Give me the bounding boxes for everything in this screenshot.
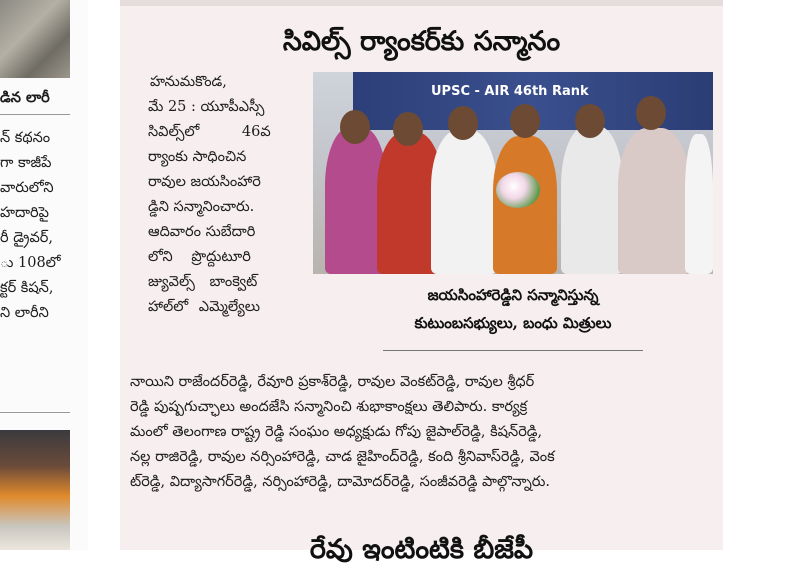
- photo-bouquet: [496, 172, 540, 208]
- left-column-heading-fragment: డిన లారీ: [0, 89, 50, 106]
- article-body-line: ట్‌రెడ్డి, విద్యాసాగర్‌రెడ్డి, నర్సింహారెడ్డి, దామోదర్‌రెడ్డి, సంజీవరెడ్డి పాల్గొన్నారు.: [130, 474, 550, 490]
- article-body-line: సివిల్స్‌లో 46వ: [148, 124, 271, 140]
- photo-person-head: [448, 106, 478, 140]
- article-body-line: మే 25 : యూపీఎస్సీ: [148, 99, 265, 115]
- left-column-text-line: ని లారీని: [0, 305, 49, 321]
- article-body-line: లోని ప్రొద్దుటూరి: [148, 249, 251, 265]
- left-column-text-line: రీ డ్రైవర్,: [0, 230, 53, 246]
- article-body-line: ర్యాంకు సాధించిన: [148, 149, 247, 165]
- article-headline: సివిల్స్ ర్యాంకర్‌కు సన్మానం: [282, 26, 561, 57]
- photo-person-head: [510, 104, 540, 138]
- photo-person: [561, 126, 623, 274]
- photo-person-head: [340, 110, 370, 144]
- article-body-line: నాయిని రాజేందర్‌రెడ్డి, రేవూరి ప్రకాశ్‌రెడ్డి, రావుల వెంకట్‌రెడ్డి, రావుల శ్రీధర్: [130, 374, 535, 390]
- photo-person: [431, 130, 497, 274]
- left-column-text-line: హదారిపై: [0, 205, 49, 221]
- photo-caption-line: కుటుంబసభ్యులు, బంధు మిత్రులు: [414, 314, 612, 332]
- left-column-divider: [0, 114, 70, 115]
- left-column-text-line: క్టర్ కిషన్,: [0, 280, 54, 296]
- article-body-line: డ్డిని సన్మానించారు.: [148, 199, 255, 215]
- article-dateline: హనుమకొండ,: [150, 74, 227, 90]
- article-body-line: మంలో తెలంగాణ రాష్ట్ర రెడ్డి సంఘం అధ్యక్షుడు గోపు జైపాల్‌రెడ్డి, కిషన్‌రెడ్డి,: [130, 424, 543, 440]
- article-body-line: జ్యువెల్స్ బాంక్వెట్: [148, 274, 258, 290]
- article-body-line: ఆదివారం సుబేదారి: [148, 224, 256, 240]
- next-article-headline-clipped: రేవు ఇంటింటికి బీజేపీ: [309, 534, 534, 565]
- left-column-text-line: వారులోని: [0, 180, 54, 196]
- article-photo: [313, 72, 713, 274]
- left-column-text-line: ు 108లో: [0, 255, 61, 271]
- photo-person: [685, 134, 713, 274]
- photo-caption-line: జయసింహారెడ్డిని సన్మానిస్తున్న: [427, 286, 599, 304]
- left-column-text-line: న్ కథనం: [0, 130, 51, 146]
- article-top-strip: [120, 0, 723, 6]
- caption-rule: [383, 350, 643, 351]
- photo-banner-text: UPSC - AIR 46th Rank: [431, 84, 589, 99]
- photo-person-head: [636, 96, 666, 130]
- news-article: [120, 0, 723, 565]
- article-body-line: రావుల జయసింహారె: [148, 174, 261, 190]
- article-body-line: హాల్‌లో ఎమ్మెల్యేలు: [148, 299, 261, 315]
- left-column-clipped-article: [0, 0, 88, 550]
- article-body-line: రెడ్డి పుష్పగుచ్ఛాలు అందజేసి సన్మానించి శుభాకాంక్షలు తెలిపారు. కార్యక్ర: [130, 399, 528, 415]
- left-column-photo-bottom: [0, 430, 70, 550]
- left-column-divider: [0, 412, 70, 413]
- left-column-text-line: గా కాజీపే: [0, 155, 52, 171]
- left-column-photo-top: [0, 0, 70, 78]
- article-body-line: నల్ల రాజిరెడ్డి, రావుల నర్సింహారెడ్డి, చాడ జైహింద్‌రెడ్డి, కంది శ్రీనివాస్‌రెడ్డి, వెంక: [130, 449, 555, 465]
- photo-person-head: [393, 112, 423, 146]
- photo-person: [618, 128, 690, 274]
- photo-person-head: [575, 104, 605, 138]
